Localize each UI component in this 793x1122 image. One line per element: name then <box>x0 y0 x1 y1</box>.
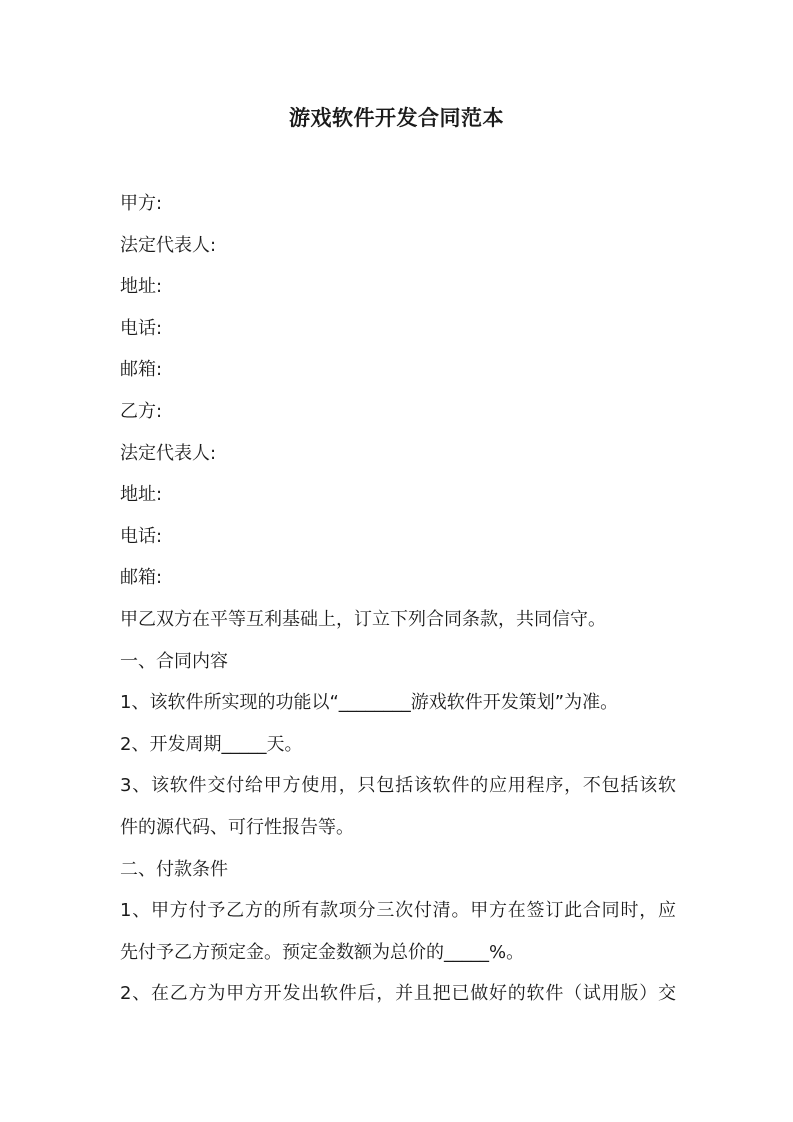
clause-1-1: 1、该软件所实现的功能以“________游戏软件开发策划”为准。 <box>120 692 619 714</box>
document-title: 游戏软件开发合同范本 <box>289 106 504 130</box>
clause-2-1-line-1: 1、甲方付予乙方的所有款项分三次付清。甲方在签订此合同时，应 <box>120 900 676 922</box>
clause-2-1-line-2: 先付予乙方预定金。预定金数额为总价的_____%。 <box>120 941 525 963</box>
party-b-legal-representative-label: 法定代表人: <box>120 442 217 464</box>
party-b-email-label: 邮箱: <box>120 567 163 589</box>
document-body <box>120 183 676 1015</box>
agreement-preamble: 甲乙双方在平等互利基础上，订立下列合同条款，共同信守。 <box>120 608 606 630</box>
clause-1-3-line-2: 件的源代码、可行性报告等。 <box>120 816 354 838</box>
party-b-label: 乙方: <box>120 400 163 422</box>
clause-1-2: 2、开发周期_____天。 <box>120 733 303 755</box>
party-a-email-label: 邮箱: <box>120 359 163 381</box>
section-heading-payment-terms: 二、付款条件 <box>120 858 228 880</box>
party-a-legal-representative-label: 法定代表人: <box>120 234 217 256</box>
clause-2-2-line-1: 2、在乙方为甲方开发出软件后，并且把已做好的软件（试用版）交 <box>120 983 676 1005</box>
party-a-address-label: 地址: <box>120 276 163 298</box>
party-b-address-label: 地址: <box>120 484 163 506</box>
section-heading-contract-content: 一、合同内容 <box>120 650 228 672</box>
party-a-phone-label: 电话: <box>120 317 163 339</box>
clause-1-3-line-1: 3、该软件交付给甲方使用，只包括该软件的应用程序，不包括该软 <box>120 775 676 797</box>
party-a-label: 甲方: <box>120 193 163 214</box>
party-b-phone-label: 电话: <box>120 525 163 547</box>
